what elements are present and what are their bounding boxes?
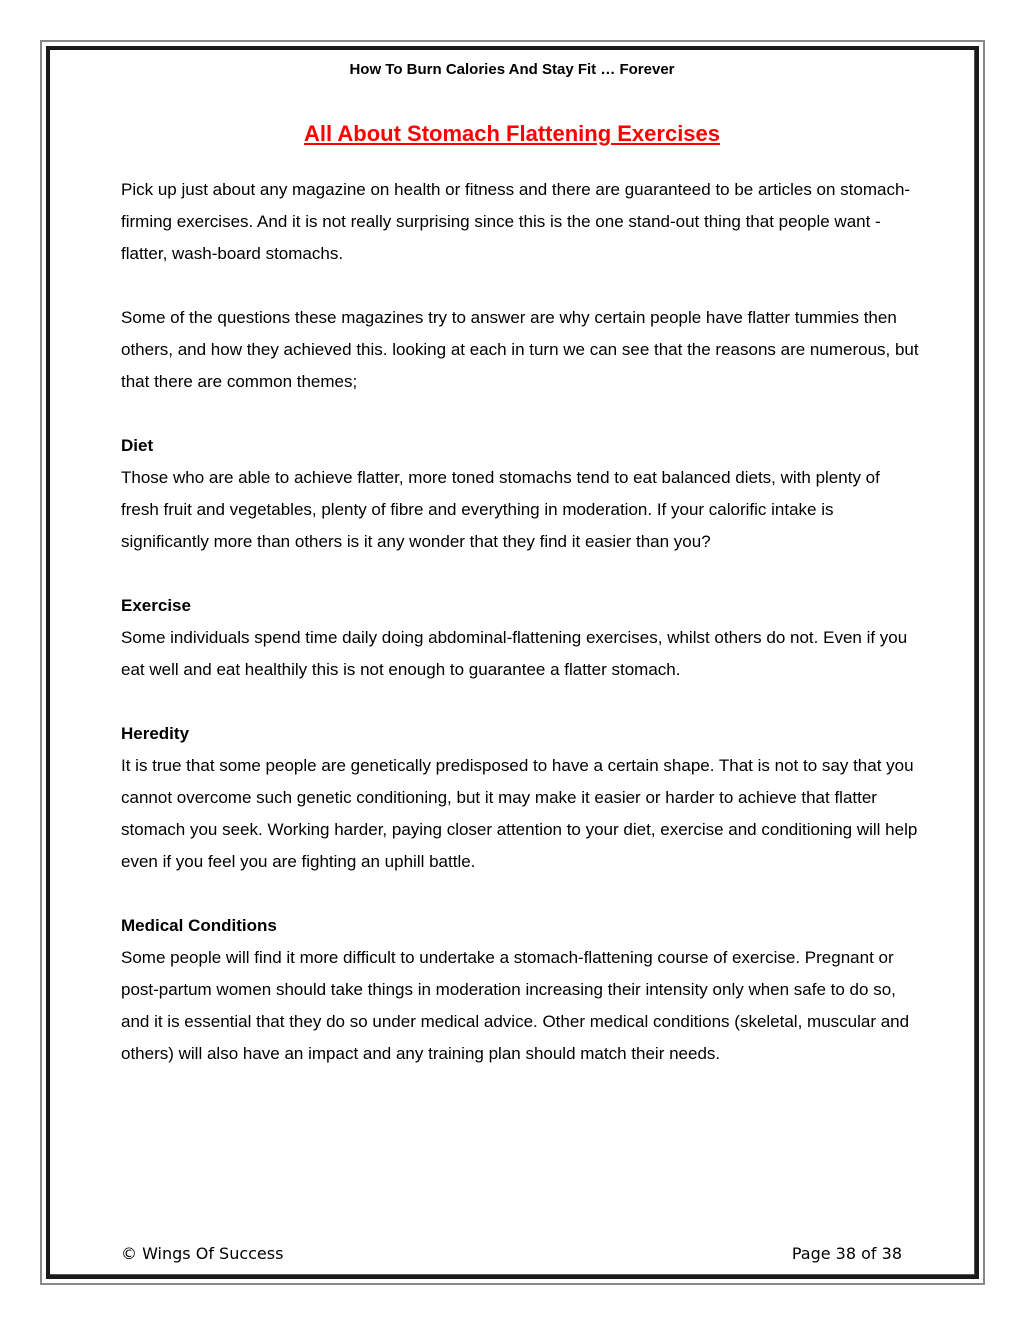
intro-paragraph-2: Some of the questions these magazines try to answer are why certain people have flatter tummies then others, and how they achieved this. looking at each in turn we can see that the reasons are numerous, but that there are common themes; xyxy=(121,308,919,391)
page-title: All About Stomach Flattening Exercises xyxy=(303,121,721,146)
section-heading-diet: Diet xyxy=(121,436,154,455)
running-header: How To Burn Calories And Stay Fit … Forever xyxy=(349,61,675,78)
page-number: Page 38 of 38 xyxy=(791,1244,902,1263)
page-footer xyxy=(121,1244,902,1263)
copyright-notice: © Wings Of Success xyxy=(121,1244,284,1263)
section-heading-heredity: Heredity xyxy=(121,724,190,743)
document-body xyxy=(121,174,921,1102)
section-heading-exercise: Exercise xyxy=(121,596,191,615)
section-text-medical-conditions: Some people will find it more difficult to undertake a stomach-flattening course of exercise. Pregnant or post-partum women should take things in moderation increasing their intensity only when safe to do so, and it is essential that they do so under medical advice. Other medical conditions (skeletal, muscular and others) will also have an impact and any training plan should match their needs. xyxy=(121,948,910,1063)
section-heading-medical-conditions: Medical Conditions xyxy=(121,916,277,935)
section-text-heredity: It is true that some people are genetically predisposed to have a certain shape. That is not to say that you cannot overcome such genetic conditioning, but it may make it easier or harder to achieve that flatter stomach you seek. Working harder, paying closer attention to your diet, exercise and conditioning will help even if you feel you are fighting an uphill battle. xyxy=(121,756,918,871)
section-text-exercise: Some individuals spend time daily doing abdominal-flattening exercises, whilst others do not. Even if you eat well and eat healthily this is not enough to guarantee a flatter stomach. xyxy=(121,628,908,679)
intro-paragraph-1: Pick up just about any magazine on health or fitness and there are guaranteed to be articles on stomach-firming exercises. And it is not really surprising since this is the one stand-out thing that people want - flatter, wash-board stomachs. xyxy=(121,180,911,263)
section-text-diet: Those who are able to achieve flatter, more toned stomachs tend to eat balanced diets, with plenty of fresh fruit and vegetables, plenty of fibre and everything in moderation. If your calorific intake is significantly more than others is it any wonder that they find it easier than you? xyxy=(121,468,880,551)
